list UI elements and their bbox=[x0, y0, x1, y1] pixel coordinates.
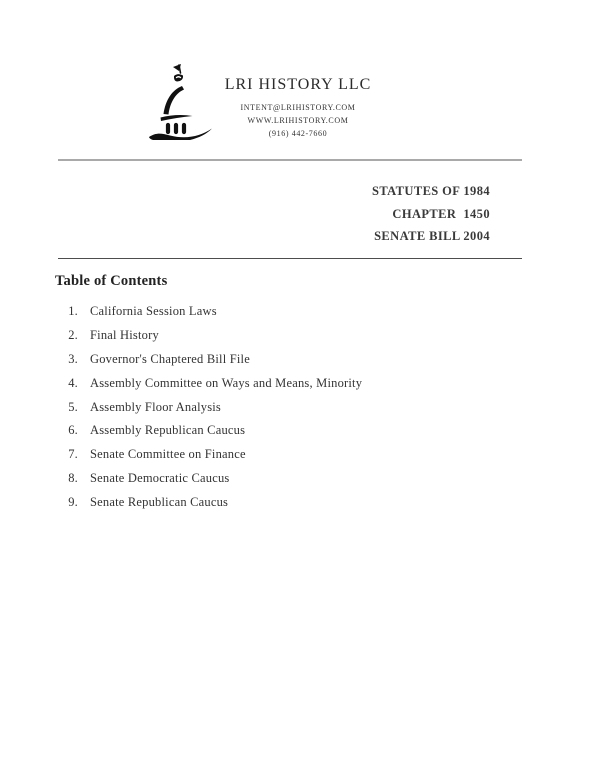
company-phone: (916) 442-7660 bbox=[268, 129, 328, 138]
toc-item-label: Final History bbox=[90, 327, 159, 342]
toc-item bbox=[56, 447, 536, 471]
toc-item-label: Senate Committee on Finance bbox=[90, 447, 246, 462]
toc-item bbox=[56, 352, 536, 376]
toc-item-label: Governor's Chaptered Bill File bbox=[90, 351, 250, 366]
toc-item-number: 7. bbox=[68, 447, 78, 462]
toc-item-label: California Session Laws bbox=[90, 304, 217, 318]
header-divider bbox=[58, 159, 522, 161]
toc-list bbox=[56, 304, 536, 519]
toc-item-number: 4. bbox=[68, 375, 78, 390]
company-block bbox=[148, 76, 448, 140]
statute-citation-block bbox=[372, 180, 490, 248]
toc-item-label: Assembly Republican Caucus bbox=[90, 423, 246, 438]
toc-item-number: 3. bbox=[68, 351, 78, 366]
toc-item bbox=[56, 376, 536, 400]
content-divider bbox=[58, 258, 522, 259]
toc-item-number: 8. bbox=[68, 471, 78, 486]
toc-item-number: 5. bbox=[68, 399, 78, 414]
toc-item bbox=[56, 304, 536, 328]
toc-item bbox=[56, 328, 536, 352]
toc-item bbox=[56, 423, 536, 447]
senate-bill-line: SENATE BILL 2004 bbox=[374, 229, 490, 243]
toc-item-number: 6. bbox=[68, 423, 78, 438]
company-name: LRI HISTORY LLC bbox=[224, 76, 372, 93]
toc-item-number: 9. bbox=[68, 495, 78, 510]
toc-item-number: 1. bbox=[68, 304, 78, 318]
company-website: WWW.LRIHISTORY.COM bbox=[247, 116, 349, 125]
toc-item bbox=[56, 471, 536, 495]
toc-item bbox=[56, 495, 536, 519]
toc-item-label: Senate Democratic Caucus bbox=[90, 471, 230, 486]
company-email: INTENT@LRIHISTORY.COM bbox=[240, 103, 356, 112]
toc-item-number: 2. bbox=[68, 327, 78, 342]
statutes-line: STATUTES OF 1984 bbox=[372, 184, 490, 198]
toc-item-label: Assembly Floor Analysis bbox=[90, 399, 221, 414]
toc-item-label: Assembly Committee on Ways and Means, Minority bbox=[90, 375, 363, 390]
chapter-line: CHAPTER 1450 bbox=[392, 206, 490, 221]
toc-item-label: Senate Republican Caucus bbox=[90, 495, 229, 510]
toc-item bbox=[56, 400, 536, 424]
toc-title: Table of Contents bbox=[55, 273, 168, 289]
